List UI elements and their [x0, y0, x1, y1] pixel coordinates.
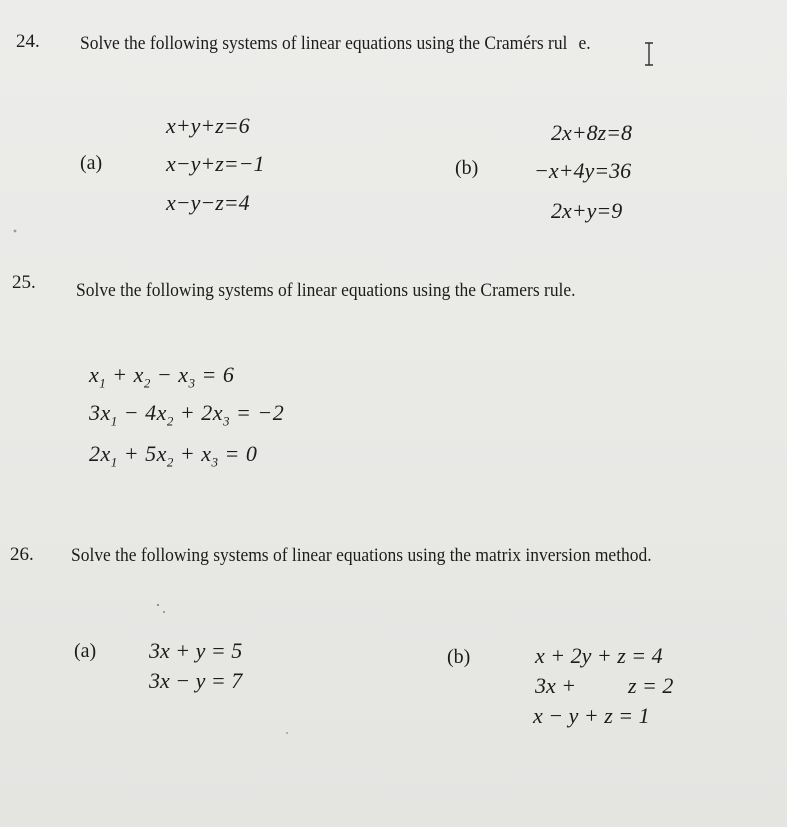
q26-b-eq2-right: z = 2: [628, 673, 674, 698]
q26-a-eq1: 3x + y = 5: [149, 638, 243, 663]
q26-b-eq1: x + 2y + z = 4: [535, 643, 663, 668]
q26-b-label: (b): [447, 646, 471, 668]
q25-eq1: $x_1 + x_2 - x_3 = 6$: [89, 362, 235, 391]
q26-number: 26.: [10, 544, 34, 565]
q25-eq2: $3x_1 - 4x_2 + 2x_3 = -2$: [89, 400, 285, 429]
q26-a-label: (a): [74, 640, 97, 662]
q24-b-eq3: 2x+y=9: [551, 198, 623, 223]
q25-number: 25.: [12, 272, 36, 293]
q24-a-eq2: x−y+z=−1: [166, 151, 265, 176]
q26-a-eq2: 3x − y = 7: [149, 668, 243, 693]
q24-a-eq1: x+y+z=6: [166, 113, 250, 138]
q26-b-eq3: x − y + z = 1: [533, 703, 650, 728]
q24-a-eq3: x−y−z=4: [166, 190, 250, 215]
q26-prompt: Solve the following systems of linear equations using the matrix inversion method.: [71, 545, 652, 566]
q24-prompt-end: e.: [578, 33, 591, 54]
q24-number: 24.: [16, 31, 40, 52]
q24-prompt-text: Solve the following systems of linear equations using the Cramérs rul: [80, 33, 568, 54]
q25-eq3: $2x_1 + 5x_2 + x_3 = 0$: [89, 441, 258, 470]
q24-b-eq1: 2x+8z=8: [551, 120, 633, 145]
q24-b-eq2: −x+4y=36: [534, 158, 632, 183]
q24-a-label: (a): [80, 152, 103, 174]
q26-b-eq2-left: 3x +: [535, 673, 577, 698]
q25-prompt: Solve the following systems of linear equations using the Cramers rule.: [76, 280, 576, 301]
q24-b-label: (b): [455, 157, 479, 179]
